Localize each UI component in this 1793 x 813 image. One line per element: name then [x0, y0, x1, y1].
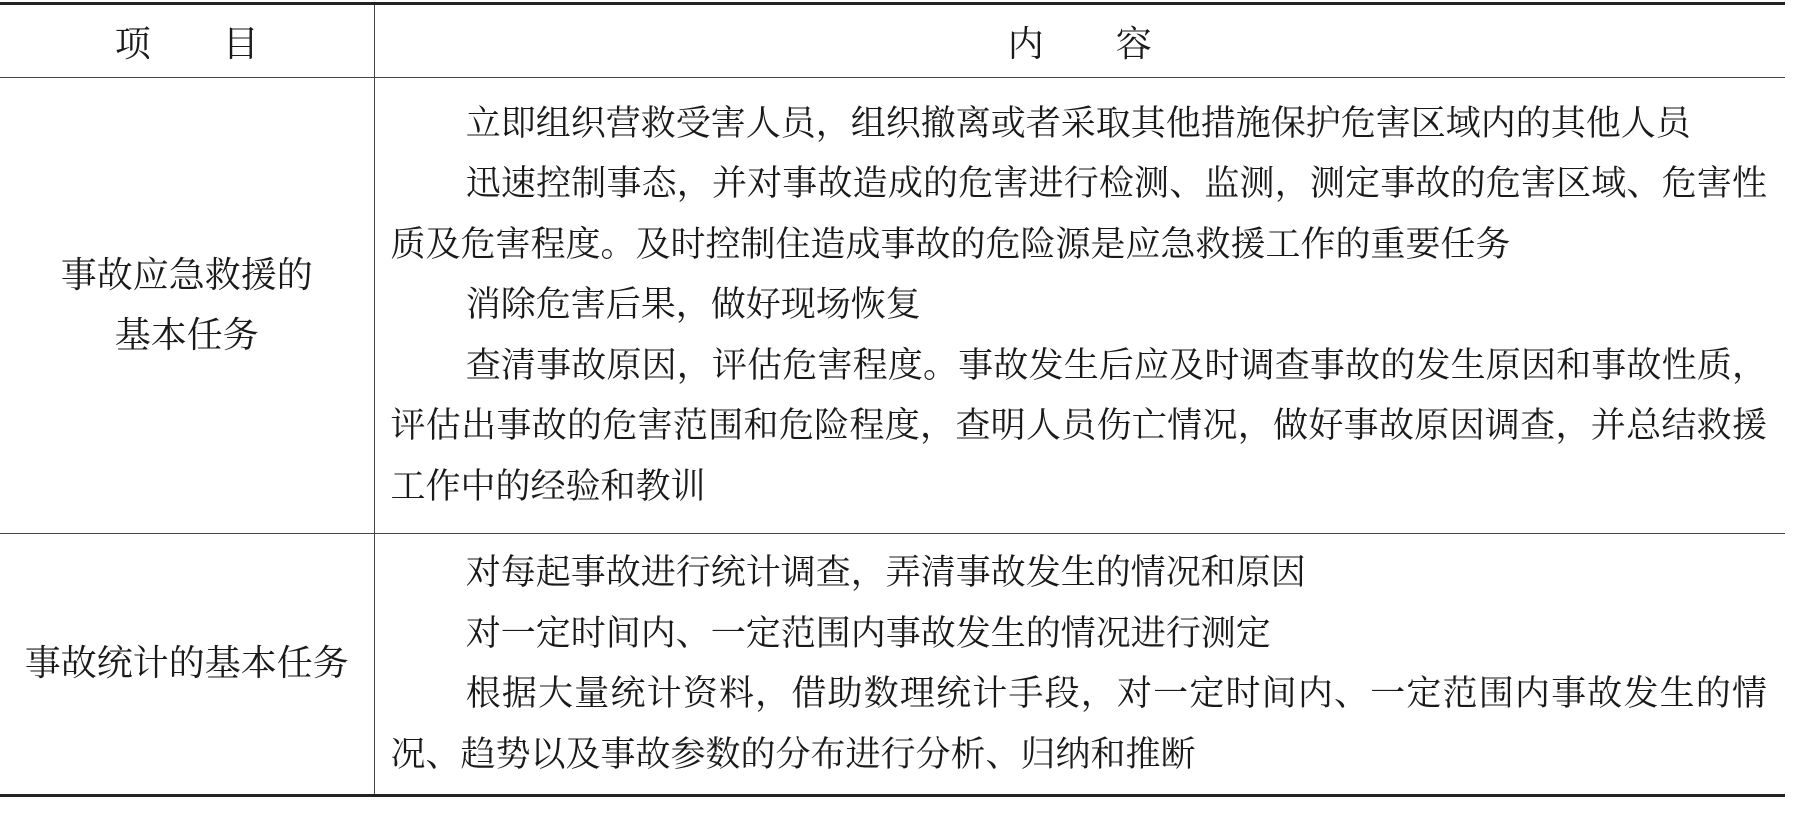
task-table — [0, 2, 1785, 797]
content-paragraph: 消除危害后果，做好现场恢复 — [465, 285, 921, 326]
content-paragraph: 根据大量统计资料，借助数理统计手段，对一定时间内、一定范围内事故发生的情况、趋势以及事故参数的分布进行分析、归纳和推断 — [390, 674, 1767, 775]
row-content — [374, 78, 1785, 534]
header-item: 项 目 — [0, 4, 374, 78]
content-paragraph: 对一定时间内、一定范围内事故发生的情况进行测定 — [465, 613, 1271, 654]
content-paragraph: 查清事故原因，评估危害程度。事故发生后应及时调查事故的发生原因和事故性质，评估出事故的危害范围和危险程度，查明人员伤亡情况，做好事故原因调查，并总结救援工作中的经验和教训 — [390, 345, 1767, 507]
content-paragraph: 立即组织营救受害人员，组织撤离或者采取其他措施保护危害区域内的其他人员 — [465, 103, 1691, 144]
table-row — [0, 534, 1785, 796]
row-item-label: 事故统计的基本任务 — [0, 534, 374, 796]
content-paragraph: 迅速控制事态，并对事故造成的危害进行检测、监测，测定事故的危害区域、危害性质及危害程度。及时控制住造成事故的危险源是应急救援工作的重要任务 — [390, 164, 1767, 265]
row-content — [374, 534, 1785, 796]
row-item-label: 事故应急救援的 基本任务 — [0, 78, 374, 534]
content-paragraph: 对每起事故进行统计调查，弄清事故发生的情况和原因 — [465, 553, 1306, 593]
header-row — [0, 4, 1785, 78]
header-content: 内 容 — [374, 4, 1785, 78]
table-row — [0, 78, 1785, 534]
